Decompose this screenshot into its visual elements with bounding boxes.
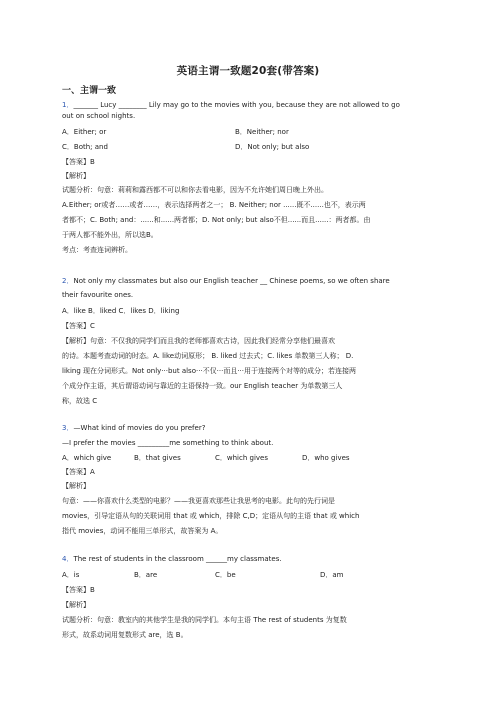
q3-stem-line1 xyxy=(62,423,205,433)
q1-option-a: A．Either; or xyxy=(62,128,107,136)
q2-stem-line1 xyxy=(62,276,390,286)
q1-number: 1． xyxy=(62,101,74,109)
q1-explanation-line2: A.Either; or或者……或者……，表示选择两者之一； B. Neither; nor ......既不......也不，表示两 xyxy=(62,201,366,209)
q2-explanation-line5: 称，故选 C xyxy=(62,397,98,405)
q2-explanation-line1: 【解析】句意：不仅我的同学们而且我的老师都喜欢古诗，因此我们经常分享他们最喜欢 xyxy=(62,337,335,345)
q1-stem-text: _______ Lucy ________ Lily may go to the movies with you, because they are not allowed to go xyxy=(73,101,400,109)
q3-option-b: B．that gives xyxy=(134,454,181,462)
q4-number: 4． xyxy=(62,555,74,563)
q3-stem-line2: —I prefer the movies _________me something to think about. xyxy=(62,439,274,447)
q4-option-c: C．be xyxy=(215,571,236,579)
q2-answer: 【答案】C xyxy=(62,322,95,330)
q3-option-c: C．which gives xyxy=(215,454,268,462)
q1-answer: 【答案】B xyxy=(62,158,95,166)
q2-number: 2． xyxy=(62,277,74,285)
q1-explanation-line3: 者都不；C. Both; and：......和......两者都；D. Not only; but also不但......而且......：两者都。由 xyxy=(62,216,371,224)
q3-answer: 【答案】A xyxy=(62,468,95,476)
q3-option-d: D．who gives xyxy=(302,454,350,462)
q4-option-b: B．are xyxy=(134,571,158,579)
q4-option-a: A．is xyxy=(62,571,80,579)
q2-stem-text: Not only my classmates but also our English teacher __ Chinese poems, so we often share xyxy=(73,277,390,285)
q3-number: 3． xyxy=(62,424,74,432)
q1-option-b: B．Neither; nor xyxy=(235,128,289,136)
q1-explanation-line1: 试题分析：句意：莉莉和露西都不可以和你去看电影，因为不允许她们周日晚上外出。 xyxy=(62,186,328,194)
q2-explanation-line2: 的诗。本题考查动词的时态。A. like动词原形； B. liked 过去式；C. likes 单数第三人称； D. xyxy=(62,352,354,360)
q4-option-d: D．am xyxy=(320,571,344,579)
q1-stem-line2: out on school nights. xyxy=(62,112,136,120)
q1-explanation-line4: 于两人都不能外出，所以选B。 xyxy=(62,231,158,239)
q2-stem-line2: their favourite ones. xyxy=(62,291,134,299)
q3-analysis-label: 【解析】 xyxy=(62,482,90,490)
q1-key-point: 考点：考查连词辨析。 xyxy=(62,246,132,254)
page-title: 英语主谓一致题20套(带答案) xyxy=(176,65,320,77)
q2-explanation-line3: liking 现在分词形式。Not only···but also···不仅···而且···用于连接两个对等的成分；若连接两 xyxy=(62,367,357,375)
q2-options: A．like B．liked C．likes D．liking xyxy=(62,307,180,315)
q1-option-c: C．Both; and xyxy=(62,143,108,151)
q4-explanation-line2: 形式，故系动词用复数形式 are，选 B。 xyxy=(62,631,188,639)
q3-explanation-line2: movies，引导定语从句的关联词用 that 或 which，排除 C,D；定语从句的主语 that 或 which xyxy=(62,512,360,520)
section-heading: 一、主谓一致 xyxy=(62,86,117,96)
q1-stem-line1 xyxy=(62,100,400,110)
q3-explanation-line1: 句意：——你喜欢什么类型的电影？——我更喜欢那些让我思考的电影。此句的先行词是 xyxy=(62,497,335,505)
q4-stem-text: The rest of students in the classroom ______my classmates. xyxy=(73,555,282,563)
q4-analysis-label: 【解析】 xyxy=(62,601,90,609)
q3-option-a: A．which give xyxy=(62,454,112,462)
q3-explanation-line3: 指代 movies，动词不能用三单形式，故答案为 A。 xyxy=(62,527,223,535)
q2-explanation-line4: 个成分作主语，其后谓语动词与靠近的主语保持一致。our English teacher 为单数第三人 xyxy=(62,382,343,390)
q1-analysis-label: 【解析】 xyxy=(62,172,90,180)
q4-explanation-line1: 试题分析：句意：教室内的其他学生是我的同学们。本句主语 The rest of students 为复数 xyxy=(62,616,347,624)
q4-stem xyxy=(62,554,282,564)
q1-option-d: D．Not only; but also xyxy=(235,143,310,151)
q3-stem-text: —What kind of movies do you prefer? xyxy=(73,424,206,432)
q4-answer: 【答案】B xyxy=(62,586,95,594)
